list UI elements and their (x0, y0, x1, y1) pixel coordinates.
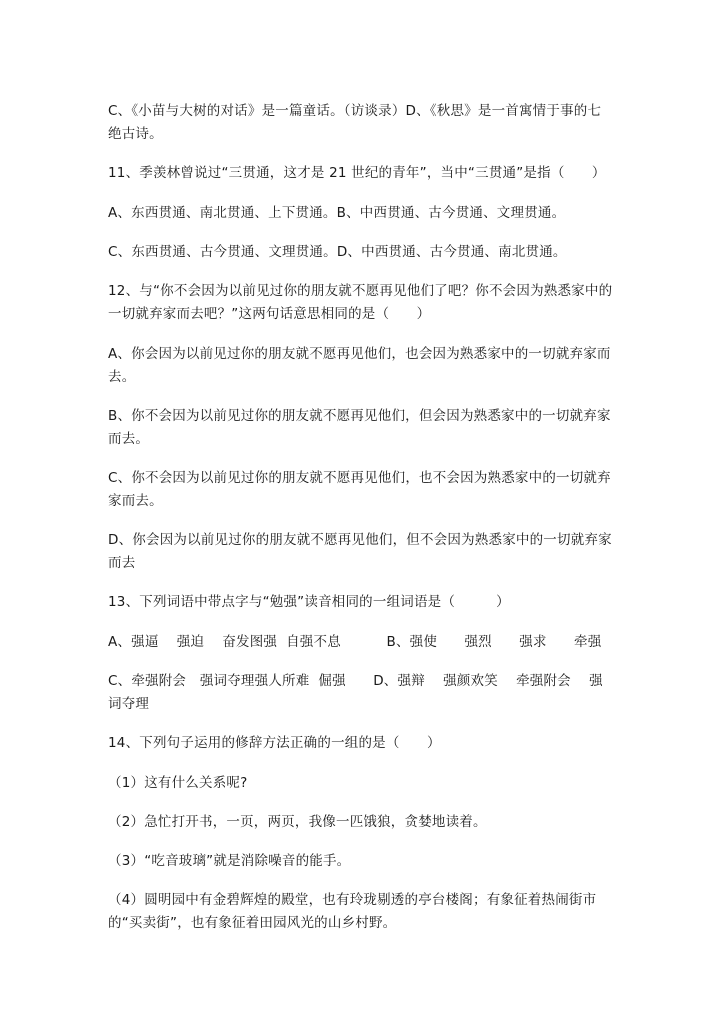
question-13: 13、下列词语中带点字与“勉强”读音相同的一组词语是（ ） (108, 594, 510, 610)
question-12-option-a: A、你会因为以前见过你的朋友就不愿再见他们，也会因为熟悉家中的一切就弃家而去。 (108, 346, 611, 385)
question-13-options-ab: A、强逼 强迫 奋发图强 自强不息 B、强使 强烈 强求 牵强 (108, 634, 602, 650)
question-12-option-c: C、你不会因为以前见过你的朋友就不愿再见他们，也不会因为熟悉家中的一切就弃家而去。 (108, 470, 611, 509)
question-14-sentence-3: （3）“吃音玻璃”就是消除噪音的能手。 (108, 853, 351, 869)
question-14-sentence-4: （4）圆明园中有金碧辉煌的殿堂，也有玲珑剔透的亭台楼阁；有象征着热闹街市的“买卖街”，也有象征着田园风光的山乡村野。 (108, 892, 597, 931)
question-14-sentence-1: （1）这有什么关系呢? (108, 775, 248, 791)
question-12-option-d: D、你会因为以前见过你的朋友就不愿再见他们，但不会因为熟悉家中的一切就弃家而去 (108, 532, 612, 571)
question-11: 11、季羡林曾说过“三贯通，这才是 21 世纪的青年”，当中“三贯通”是指（ ） (108, 165, 606, 181)
question-13-options-cd: C、牵强附会 强词夺理强人所难 倔强 D、强辩 强颜欢笑 牵强附会 强词夺理 (108, 673, 603, 712)
question-11-options-cd: C、东西贯通、古今贯通、文理贯通。D、中西贯通、古今贯通、南北贯通。 (108, 244, 567, 260)
question-12: 12、与“你不会因为以前见过你的朋友就不愿再见他们了吧？你不会因为熟悉家中的一切就弃家而去吧？”这两句话意思相同的是（ ） (108, 283, 613, 322)
question-14-sentence-2: （2）急忙打开书，一页，两页，我像一匹饿狼，贪婪地读着。 (108, 814, 487, 830)
option-c-previous-question: C、《小苗与大树的对话》是一篇童话。（访谈录）D、《秋思》是一首寓情于事的七绝古诗。 (108, 103, 602, 142)
question-14: 14、下列句子运用的修辞方法正确的一组的是（ ） (108, 735, 441, 751)
document-page (108, 100, 613, 951)
question-12-option-b: B、你不会因为以前见过你的朋友就不愿再见他们，但会因为熟悉家中的一切就弃家而去。 (108, 408, 611, 447)
question-11-options-ab: A、东西贯通、南北贯通、上下贯通。B、中西贯通、古今贯通、文理贯通。 (108, 205, 566, 221)
